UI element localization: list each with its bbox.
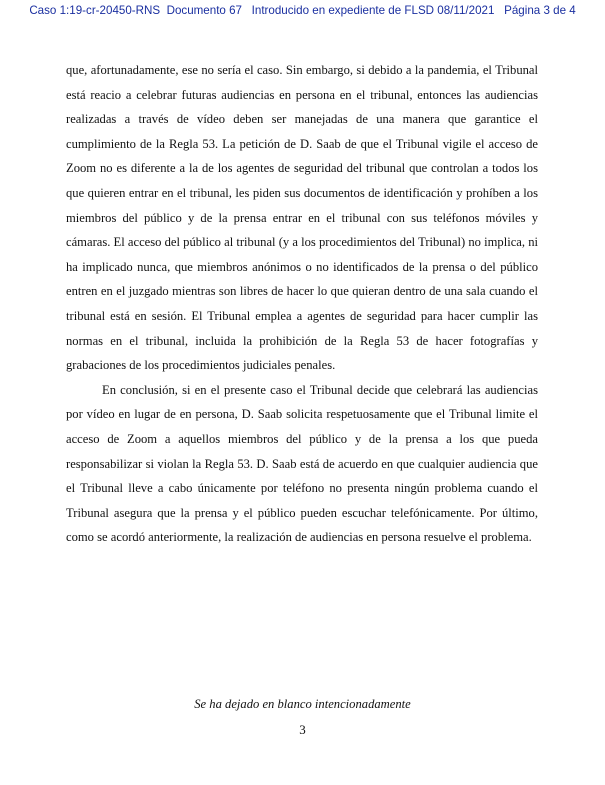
paragraph-conclusion: En conclusión, si en el presente caso el Tribunal decide que celebrará las audiencias por vídeo en lugar de en persona, D. Saab solicita respetuosamente que el Tribunal limite el acceso de Zoom a aquellos miembros del público y de la prensa a los que pueda responsabilizar si violan la Regla 53. D. Saab está de acuerdo en que cualquier audiencia que el Tribunal lleve a cabo únicamente por teléfono no presenta ningún problema cuando el Tribunal asegura que la prensa y el público pueden escuchar telefónicamente. Por último, como se acordó anteriormente, la realización de audiencias en persona resuelve el problema.	[66, 382, 538, 545]
entry-date: Introducido en expediente de FLSD 08/11/2021	[251, 4, 495, 17]
page-count: Página 3 de 4	[504, 4, 576, 17]
paragraph-continuation: que, afortunadamente, ese no sería el caso. Sin embargo, si debido a la pandemia, el Tribunal está reacio a celebrar futuras audiencias en persona en el tribunal, entonces las audiencias realizadas a través de vídeo deben ser manejadas de una manera que garantice el cumplimiento de la Regla 53. La petición de D. Saab de que el Tribunal vigile el acceso de Zoom no es diferente a la de los agentes de seguridad del tribunal que controlan a todos los que quieren entrar en el tribunal, les piden sus documentos de identificación y prohíben a los miembros del público y de la prensa entrar en el tribunal con sus teléfonos móviles y cámaras. El acceso del público al tribunal (y a los procedimientos del Tribunal) no implica, ni ha implicado nunca, que miembros anónimos o no identificados de la prensa o del público entren en el juzgado mientras son libres de hacer lo que quieran dentro de una sala cuando el tribunal está en sesión. El Tribunal emplea a agentes de seguridad para hacer cumplir las normas en el tribunal, incluida la prohibición de la Regla 53 de hacer fotografías y grabaciones de los procedimientos judiciales penales.	[66, 63, 538, 373]
document-body	[66, 58, 538, 550]
case-number: Caso 1:19-cr-20450-RNS	[29, 4, 161, 17]
page-number: 3	[299, 722, 306, 737]
document-number: Documento 67	[166, 4, 242, 17]
court-filing-header	[0, 4, 605, 17]
intentionally-blank-note: Se ha dejado en blanco intencionadamente	[194, 697, 411, 711]
